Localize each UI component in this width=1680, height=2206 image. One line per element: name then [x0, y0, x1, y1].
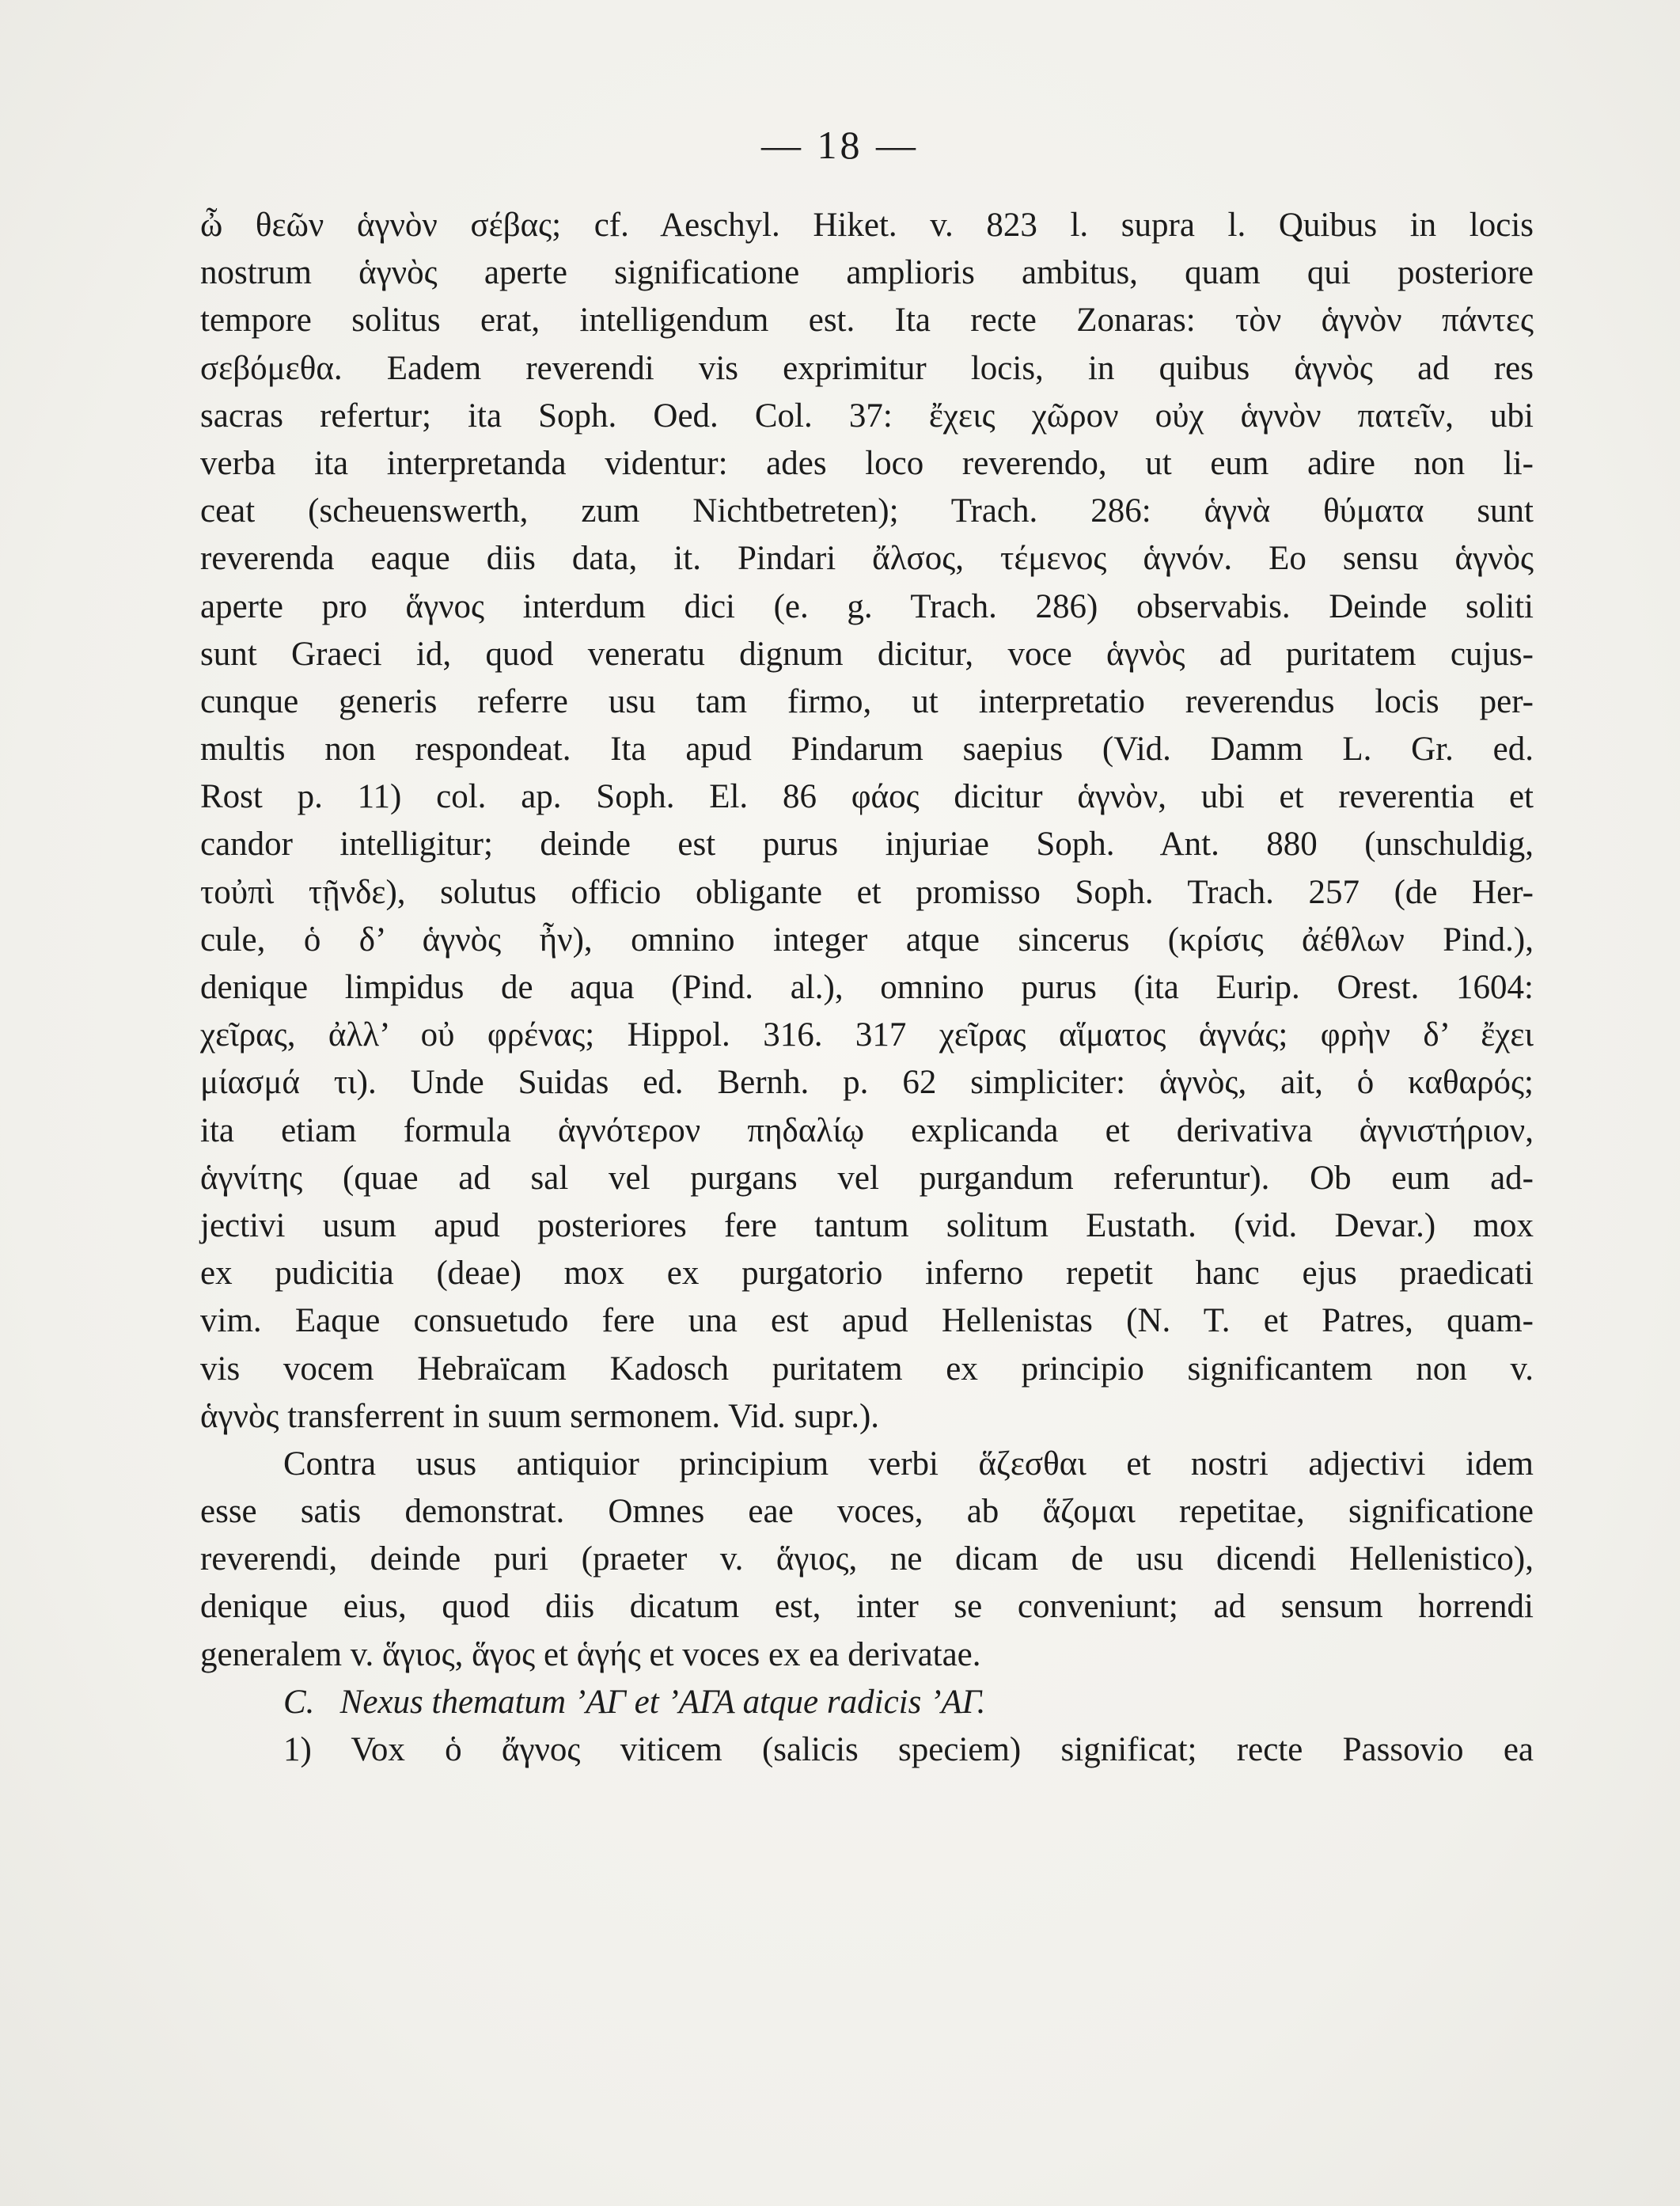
text-line: τοὐπὶ τῇνδε), solutus officio obligante et promisso Soph. Trach. 257 (de Her- [200, 873, 1534, 911]
section-heading: C. Nexus thematum ’ΑΓ et ’ΑΓΑ atque radicis ’ΑΓ. [283, 1683, 986, 1721]
text-line: denique eius, quod diis dicatum est, inter se conveniunt; ad sensum horrendi [200, 1588, 1534, 1626]
text-line: reverendi, deinde puri (praeter v. ἅγιος, ne dicam de usu dicendi Hellenistico), [200, 1540, 1534, 1578]
text-line: cule, ὁ δ’ ἁγνὸς ἦν), omnino integer atque sincerus (κρίσις ἀέθλων Pind.), [200, 921, 1534, 959]
body-text [200, 202, 1534, 1774]
text-line: σεβόμεθα. Eadem reverendi vis exprimitur locis, in quibus ἁγνὸς ad res [200, 349, 1534, 387]
text-line: reverenda eaque diis data, it. Pindari ἄλσος, τέμενος ἁγνόν. Eo sensu ἁγνὸς [200, 540, 1534, 578]
text-line: esse satis demonstrat. Omnes eae voces, ab ἅζομαι repetitae, significatione [200, 1493, 1534, 1531]
text-line: jectivi usum apud posteriores fere tantum solitum Eustath. (vid. Devar.) mox [200, 1206, 1534, 1244]
text-line: denique limpidus de aqua (Pind. al.), omnino purus (ita Eurip. Orest. 1604: [200, 969, 1534, 1006]
text-line: Rost p. 11) col. ap. Soph. El. 86 φάος dicitur ἁγνὸν, ubi et reverentia et [200, 778, 1534, 816]
text-line: Contra usus antiquior principium verbi ἅζεσθαι et nostri adjectivi idem [283, 1445, 1534, 1483]
text-line: ita etiam formula ἁγνότερον πηδαλίῳ explicanda et derivativa ἁγνιστήριον, [200, 1111, 1534, 1149]
text-line: cunque generis referre usu tam firmo, ut interpretatio reverendus locis per- [200, 682, 1534, 720]
text-line: sunt Graeci id, quod veneratu dignum dicitur, voce ἁγνὸς ad puritatem cujus- [200, 635, 1534, 673]
text-line: verba ita interpretanda videntur: ades loco reverendo, ut eum adire non li- [200, 444, 1534, 482]
text-line: candor intelligitur; deinde est purus injuriae Soph. Ant. 880 (unschuldig, [200, 826, 1534, 864]
text-line: aperte pro ἅγνος interdum dici (e. g. Trach. 286) observabis. Deinde soliti [200, 587, 1534, 625]
text-line: 1) Vox ὁ ἄγνος viticem (salicis speciem) significat; recte Passovio ea [283, 1731, 1534, 1768]
text-line: ex pudicitia (deae) mox ex purgatorio inferno repetit hanc ejus praedicati [200, 1255, 1534, 1293]
text-line: sacras refertur; ita Soph. Oed. Col. 37: ἔχεις χῶρον οὐχ ἁγνὸν πατεῖν, ubi [200, 397, 1534, 435]
text-line: ἁγνὸς transferrent in suum sermonem. Vid. supr.). [200, 1397, 880, 1435]
text-line: ἁγνίτης (quae ad sal vel purgans vel purgandum referuntur). Ob eum ad- [200, 1159, 1534, 1197]
text-line: ὦ θεῶν ἁγνὸν σέβας; cf. Aeschyl. Hiket. v. 823 l. supra l. Quibus in locis [200, 207, 1534, 244]
text-line: multis non respondeat. Ita apud Pindarum saepius (Vid. Damm L. Gr. ed. [200, 731, 1534, 769]
text-line: vis vocem Hebraïcam Kadosch puritatem ex principio significantem non v. [200, 1350, 1534, 1388]
text-line: nostrum ἁγνὸς aperte significatione amplioris ambitus, quam qui posteriore [200, 254, 1534, 292]
text-line: μίασμά τι). Unde Suidas ed. Bernh. p. 62 simpliciter: ἁγνὸς, ait, ὁ καθαρός; [200, 1064, 1534, 1102]
text-line: χεῖρας, ἀλλ’ οὐ φρένας; Hippol. 316. 317 χεῖρας αἵματος ἁγνάς; φρὴν δ’ ἔχει [200, 1016, 1534, 1054]
text-line: ceat (scheuenswerth, zum Nichtbetreten); Trach. 286: ἁγνὰ θύματα sunt [200, 492, 1534, 530]
text-line: tempore solitus erat, intelligendum est. Ita recte Zonaras: τὸν ἁγνὸν πάντες [200, 302, 1534, 340]
text-line: vim. Eaque consuetudo fere una est apud Hellenistas (N. T. et Patres, quam- [200, 1302, 1534, 1340]
text-line: generalem v. ἅγιος, ἅγος et ἁγής et voces ex ea derivatae. [200, 1635, 981, 1673]
page-number: — 18 — [761, 123, 919, 167]
